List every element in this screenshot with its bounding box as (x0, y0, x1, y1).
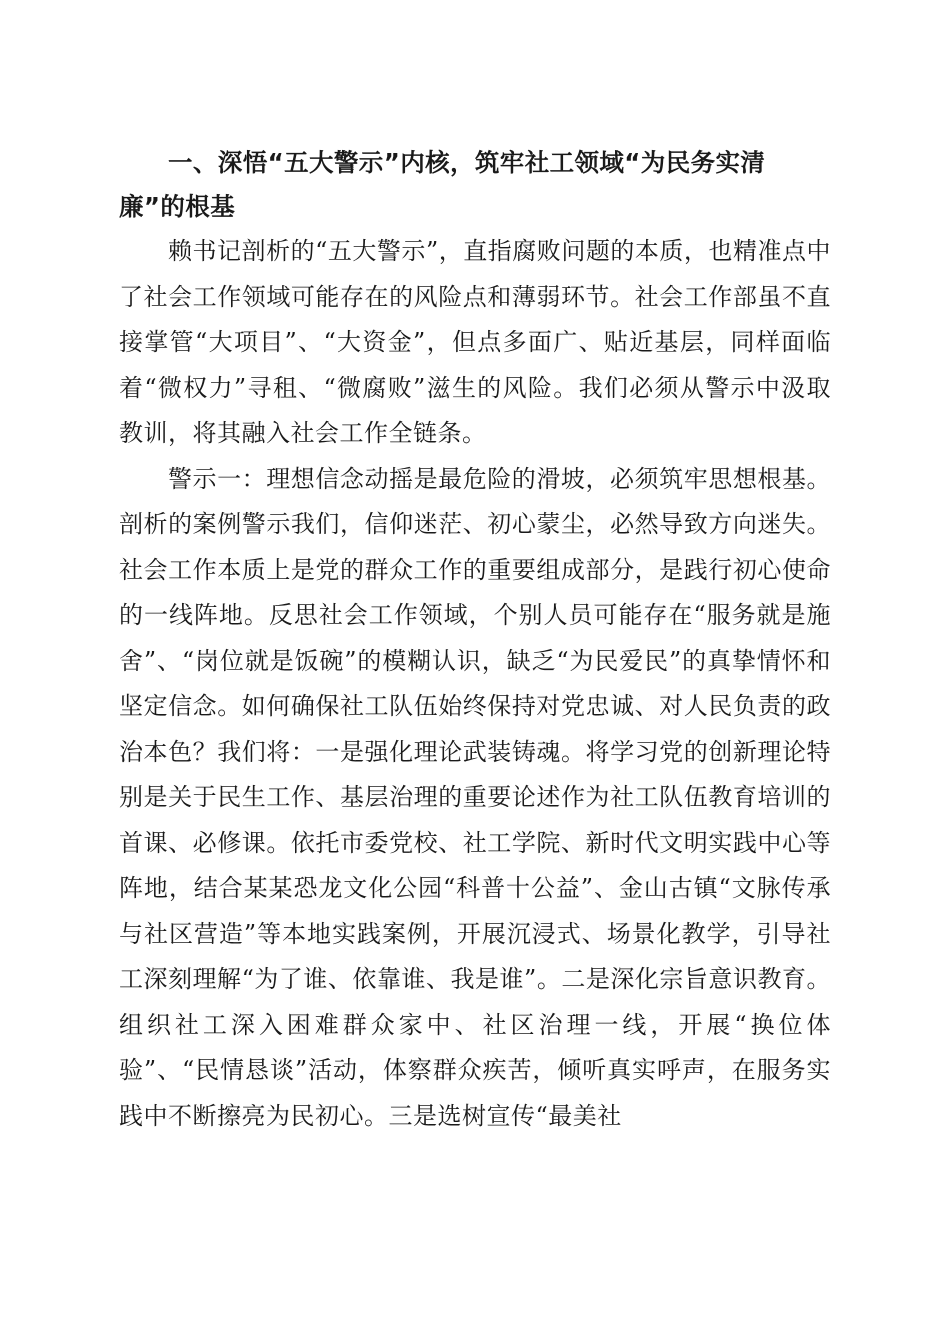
paragraph-warning-one: 警示一：理想信念动摇是最危险的滑坡，必须筑牢思想根基。剖析的案例警示我们，信仰迷茫、初心蒙尘，必然导致方向迷失。社会工作本质上是党的群众工作的重要组成部分，是践行初心使命的一线阵地。反思社会工作领域，个别人员可能存在“服务就是施舍”、“岗位就是饭碗”的模糊认识，缺乏“为民爱民”的真挚情怀和坚定信念。如何确保社工队伍始终保持对党忠诚、对人民负责的政治本色？我们将：一是强化理论武装铸魂。将学习党的创新理论特别是关于民生工作、基层治理的重要论述作为社工队伍教育培训的首课、必修课。依托市委党校、社工学院、新时代文明实践中心等阵地，结合某某恐龙文化公园“科普十公益”、金山古镇“文脉传承与社区营造”等本地实践案例，开展沉浸式、场景化教学，引导社工深刻理解“为了谁、依靠谁、我是谁”。二是深化宗旨意识教育。组织社工深入困难群众家中、社区治理一线，开展“换位体验”、“民情恳谈”活动，体察群众疾苦，倾听真实呼声，在服务实践中不断擦亮为民初心。三是选树宣传“最美社 (119, 464, 831, 1130)
document-body (119, 141, 831, 1139)
paragraph-intro: 赖书记剖析的“五大警示”，直指腐败问题的本质，也精准点中了社会工作领域可能存在的风险点和薄弱环节。社会工作部虽不直接掌管“大项目”、“大资金”，但点多面广、贴近基层，同样面临着“微权力”寻租、“微腐败”滋生的风险。我们必须从警示中汲取教训，将其融入社会工作全链条。 (119, 237, 831, 447)
section-heading: 一、深悟“五大警示”内核，筑牢社工领域“为民务实清廉”的根基 (119, 148, 766, 221)
